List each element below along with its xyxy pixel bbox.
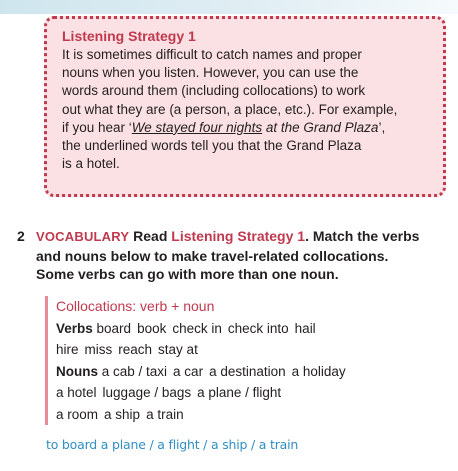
strategy-line: nouns when you listen. However, you can use the (62, 65, 359, 81)
word: a cab / taxi (98, 363, 168, 379)
exercise-instructions (17, 227, 447, 284)
exercise-text: . Match the verbs (305, 228, 420, 244)
word: a car (173, 363, 204, 379)
collocations-box (45, 296, 445, 425)
word: reach (118, 342, 153, 357)
word: a hotel (56, 385, 97, 400)
word: a ship (104, 406, 141, 422)
verbs-label: Verbs (56, 320, 93, 336)
word: hire (56, 342, 79, 357)
strategy-body (62, 46, 431, 173)
exercise-line: and nouns below to make travel-related collocations. (36, 247, 389, 264)
strategy-line5-post: ’, (378, 119, 386, 135)
word: miss (84, 342, 113, 357)
collocations-title: Collocations: verb + noun (56, 298, 215, 314)
nouns-label: Nouns (56, 363, 98, 379)
strategy-line: It is sometimes difficult to catch names and proper (62, 47, 362, 62)
word: a holiday (291, 363, 346, 379)
nouns-line (56, 404, 445, 426)
word: board (92, 320, 132, 336)
exercise-tag: VOCABULARY (36, 229, 130, 244)
strategy-line: the underlined words tell you that the Grand Plaza (62, 138, 362, 154)
strategy-line: words around them (including collocations) to work (62, 83, 366, 99)
word: luggage / bags (102, 385, 192, 400)
strategy-line5-pre: if you hear ‘ (62, 119, 132, 135)
word: book (137, 320, 167, 336)
strategy-reference: Listening Strategy 1 (171, 228, 306, 244)
exercise-line (17, 227, 447, 247)
strategy-line: out what they are (a person, a place, etc.). For example, (62, 101, 398, 117)
word: check in (172, 320, 222, 336)
header-band (0, 0, 458, 14)
exercise-number: 2 (17, 228, 25, 244)
exercise-text: Read (129, 228, 172, 244)
nouns-line (56, 382, 445, 404)
word: a plane / flight (197, 385, 282, 400)
word: hail (294, 320, 316, 336)
word: a room (56, 406, 99, 422)
exercise-line: Some verbs can go with more than one noun. (36, 266, 339, 282)
strategy-line: is a hotel. (62, 156, 120, 172)
verbs-line (56, 318, 445, 340)
nouns-line (56, 361, 445, 383)
strategy-underlined-example: We stayed four nights (131, 119, 263, 135)
word: a destination (209, 363, 286, 379)
listening-strategy-box (44, 16, 446, 197)
handwritten-answer: to board a plane / a flight / a ship / a train (46, 437, 299, 452)
strategy-italic-example: at the Grand Plaza (262, 119, 379, 135)
word: stay at (158, 342, 198, 357)
verbs-line (56, 339, 445, 361)
strategy-line (62, 119, 431, 137)
strategy-title: Listening Strategy 1 (62, 28, 196, 44)
word: check into (227, 320, 289, 336)
word: a train (146, 406, 184, 422)
